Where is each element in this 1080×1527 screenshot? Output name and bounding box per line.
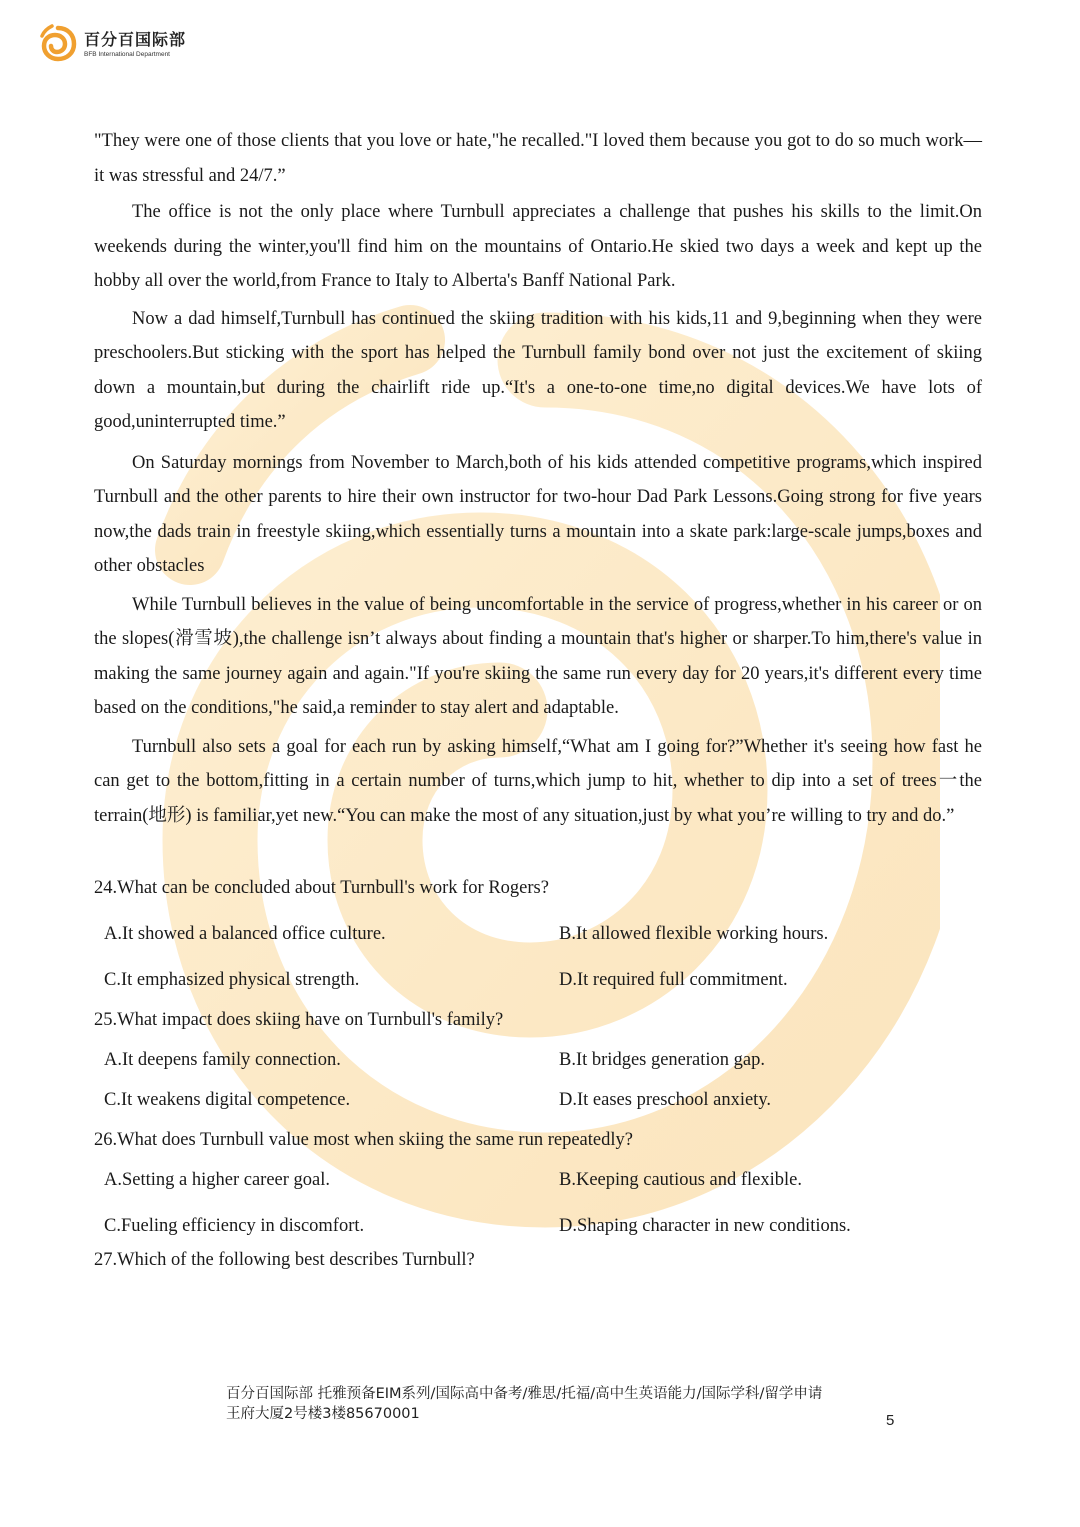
- option-b: B.Keeping cautious and flexible.: [559, 1170, 803, 1190]
- option-b: B.It bridges generation gap.: [559, 1050, 766, 1070]
- question-24-options-row2: [104, 965, 982, 995]
- question-25: 25.What impact does skiing have on Turnbull's family?: [94, 1010, 504, 1030]
- brand-logo: [38, 22, 186, 62]
- passage-paragraph-2: The office is not the only place where Turnbull appreciates a challenge that pushes his skills to the limit.On weekends during the winter,you'll find him on the mountains of Ontario.He skied two days a week and kept up the hobby all over the world,from France to Italy to Alberta's Banff National Park.: [94, 202, 982, 291]
- option-d: D.Shaping character in new conditions.: [559, 1216, 851, 1236]
- page-number: 5: [886, 1412, 895, 1429]
- question-27: 27.Which of the following best describes Turnbull?: [94, 1250, 475, 1270]
- footer-address: 王府大厦2号楼3楼85670001: [226, 1406, 420, 1422]
- option-c: C.Fueling efficiency in discomfort.: [104, 1216, 365, 1236]
- passage-paragraph-6: Turnbull also sets a goal for each run by asking himself,“What am I going for?”Whether it's seeing how fast he can get to the bottom,fitting in a certain number of turns,which jump to hit, whether to dip into a set of trees一the terrain(地形) is familiar,yet new.“You can make the most of any situation,just by what you’re willing to try and do.”: [94, 736, 982, 826]
- passage-paragraph-4: On Saturday mornings from November to March,both of his kids attended competitive programs,which inspired Turnbull and the other parents to hire their own instructor for two-hour Dad Park Lessons.Going strong for five years now,the dads train in freestyle skiing,which essentially turns a mountain into a skate park:large-scale jumps,boxes and other obstacles: [94, 452, 982, 576]
- passage-paragraph-1: "They were one of those clients that you love or hate,"he recalled."I loved them because you got to do so much work—it was stressful and 24/7.”: [94, 131, 982, 186]
- option-c: C.It emphasized physical strength.: [104, 970, 360, 990]
- footer-services: 百分百国际部 托雅预备EIM系列/国际高中备考/雅思/托福/高中生英语能力/国际学科/留学申请: [226, 1386, 823, 1402]
- question-26-options-row2: [104, 1211, 982, 1241]
- option-a: A.It showed a balanced office culture.: [104, 924, 386, 944]
- option-d: D.It eases preschool anxiety.: [559, 1090, 771, 1110]
- question-24-options: [104, 919, 982, 949]
- question-list: [94, 873, 982, 1275]
- question-25-options-row2: [104, 1085, 982, 1115]
- option-d: D.It required full commitment.: [559, 970, 788, 990]
- option-a: A.It deepens family connection.: [104, 1050, 341, 1070]
- page-footer: [226, 1384, 822, 1424]
- passage-paragraph-3: Now a dad himself,Turnbull has continued the skiing tradition with his kids,11 and 9,beginning when they were preschoolers.But sticking with the sport has helped the Turnbull family bond over not just the excitement of skiing down a mountain,but during the chairlift ride up.“It's a one-to-one time,no digital devices.We have lots of good,uninterrupted time.”: [94, 308, 982, 432]
- question-26: 26.What does Turnbull value most when skiing the same run repeatedly?: [94, 1130, 633, 1150]
- question-24: 24.What can be concluded about Turnbull's work for Rogers?: [94, 878, 549, 898]
- passage-paragraph-5: While Turnbull believes in the value of being uncomfortable in the service of progress,whether in his career or on the slopes(滑雪坡),the challenge isn’t always about finding a mountain that's higher or sharper.To him,there's value in making the same journey again and again."If you're skiing the same run every day for 20 years,it's different every time based on the conditions,"he said,a reminder to stay alert and adaptable.: [94, 594, 982, 718]
- option-a: A.Setting a higher career goal.: [104, 1170, 331, 1190]
- option-c: C.It weakens digital competence.: [104, 1090, 351, 1110]
- option-b: B.It allowed flexible working hours.: [559, 924, 829, 944]
- logo-chinese-name: 百分百国际部: [84, 29, 187, 49]
- swirl-logo-icon: [38, 22, 78, 62]
- question-26-options: [104, 1165, 982, 1195]
- page-content: [94, 124, 982, 1275]
- question-25-options: [104, 1045, 982, 1075]
- logo-english-name: BFB International Department: [84, 50, 170, 58]
